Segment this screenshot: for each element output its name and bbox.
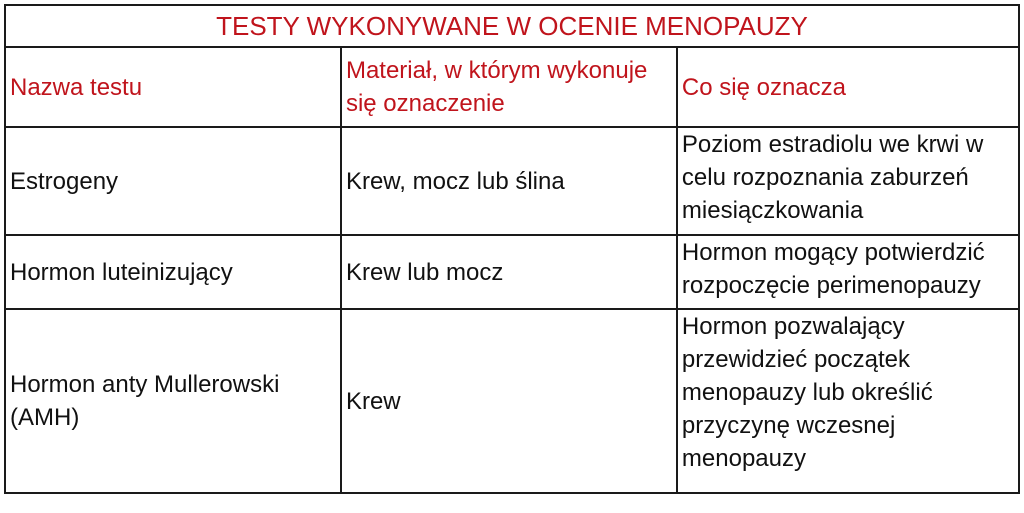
table-row <box>5 235 1019 309</box>
material-cell: Krew lub mocz <box>341 235 677 309</box>
header-what-is-measured: Co się oznacza <box>677 47 1019 127</box>
description-cell: Poziom estradiolu we krwi w celu rozpoznania zaburzeń miesiączkowania <box>677 127 1019 235</box>
test-name-cell: Hormon anty Mullerowski (AMH) <box>5 309 341 493</box>
test-name-cell: Hormon luteinizujący <box>5 235 341 309</box>
menopause-tests-table <box>4 4 1020 494</box>
table-row <box>5 309 1019 493</box>
description-cell: Hormon pozwalający przewidzieć początek menopauzy lub określić przyczynę wczesnej menopauzy <box>677 309 1019 493</box>
description-cell: Hormon mogący potwierdzić rozpoczęcie perimenopauzy <box>677 235 1019 309</box>
material-cell: Krew, mocz lub ślina <box>341 127 677 235</box>
table-title: TESTY WYKONYWANE W OCENIE MENOPAUZY <box>5 5 1019 47</box>
header-test-name: Nazwa testu <box>5 47 341 127</box>
header-material: Materiał, w którym wykonuje się oznaczenie <box>341 47 677 127</box>
table-row <box>5 127 1019 235</box>
material-cell: Krew <box>341 309 677 493</box>
test-name-cell: Estrogeny <box>5 127 341 235</box>
header-row <box>5 47 1019 127</box>
title-row <box>5 5 1019 47</box>
menopause-tests-table-container <box>4 4 1020 494</box>
